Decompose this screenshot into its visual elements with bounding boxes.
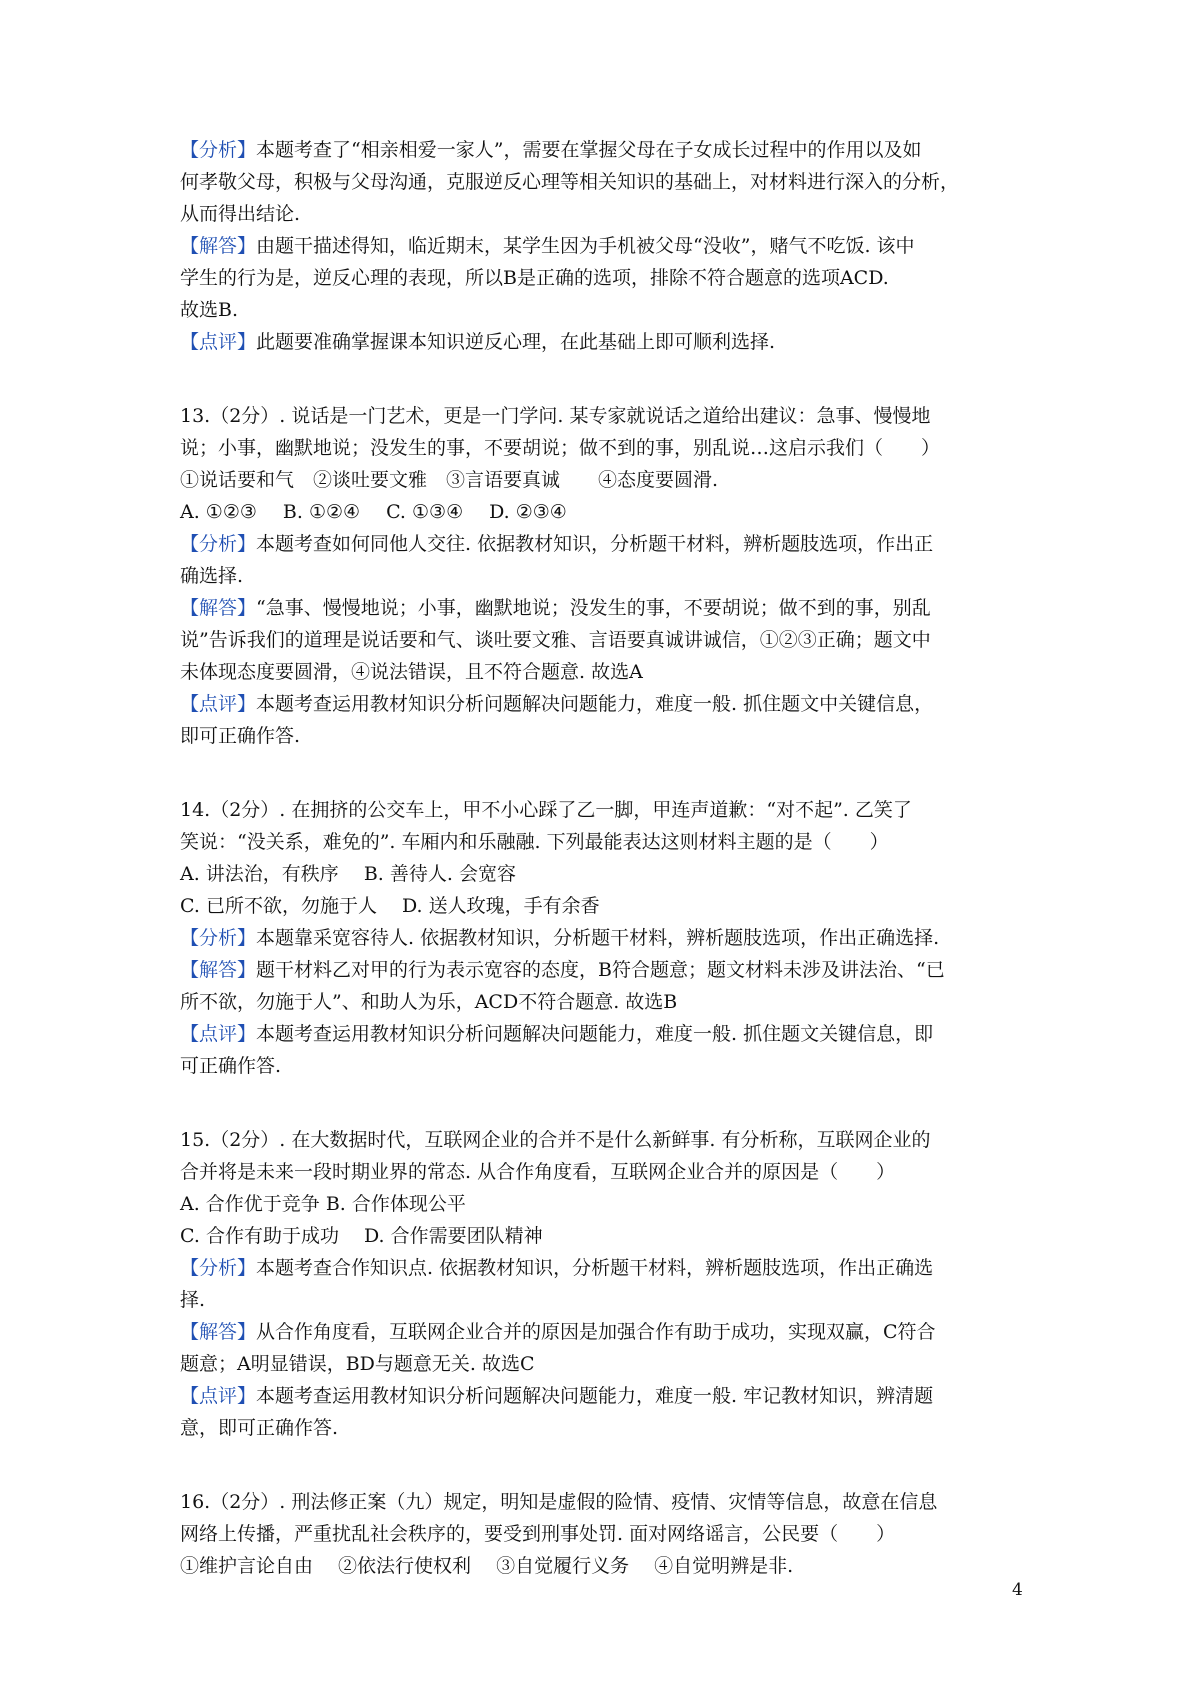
comment-line: 意，即可正确作答. (180, 1417, 339, 1439)
comment-tag: 【点评】 (180, 331, 257, 353)
analysis-line: 择. (180, 1289, 206, 1311)
comment-line: 【点评】本题考查运用教材知识分析问题解决问题能力，难度一般. 牢记教材知识，辨清题 (180, 1385, 934, 1407)
answer-line: 【解答】由题干描述得知，临近期末，某学生因为手机被父母“没收”，赌气不吃饭. 该中 (180, 235, 915, 257)
answer-line: 【解答】题干材料乙对甲的行为表示宽容的态度，B符合题意；题文材料未涉及讲法治、“已 (180, 959, 945, 981)
comment-line: 即可正确作答. (180, 725, 301, 747)
answer-tag: 【解答】 (180, 1321, 257, 1343)
question-13-options (180, 496, 1040, 528)
analysis-tag: 【分析】 (180, 927, 257, 949)
question-16-stem: 16.（2分）. 刑法修正案（九）规定，明知是虚假的险情、疫情、灾情等信息，故意在信息 (180, 1491, 938, 1513)
answer-tag: 【解答】 (180, 959, 257, 981)
comment-line: 【点评】此题要准确掌握课本知识逆反心理，在此基础上即可顺利选择. (180, 331, 776, 353)
question-13-stem: 13.（2分）. 说话是一门艺术，更是一门学问. 某专家就说话之道给出建议：急事、慢慢地 (180, 405, 931, 427)
analysis-line: 【分析】本题考查合作知识点. 依据教材知识，分析题干材料，辨析题肢选项，作出正确选 (180, 1257, 934, 1279)
answer-line: 【解答】从合作角度看，互联网企业合并的原因是加强合作有助于成功，实现双赢，C符合 (180, 1321, 936, 1343)
question-13-stem: 说；小事，幽默地说；没发生的事，不要胡说；做不到的事，别乱说…这启示我们（ ） (180, 437, 941, 459)
question-14-options: A. 讲法治，有秩序 B. 善待人. 会宽容 (180, 863, 516, 885)
analysis-line: 【分析】本题考查了“相亲相爱一家人”，需要在掌握父母在子女成长过程中的作用以及如 (180, 139, 922, 161)
answer-line: 学生的行为是，逆反心理的表现，所以B是正确的选项，排除不符合题意的选项ACD. (180, 267, 889, 289)
question-13-statements: ①说话要和气 ②谈吐要文雅 ③言语要真诚 ④态度要圆滑. (180, 469, 719, 491)
question-15-options: A. 合作优于竞争 B. 合作体现公平 (180, 1193, 466, 1215)
question-15-stem: 合并将是未来一段时期业界的常态. 从合作角度看，互联网企业合并的原因是（ ） (180, 1161, 896, 1183)
question-15-stem: 15.（2分）. 在大数据时代，互联网企业的合并不是什么新鲜事. 有分析称，互联网企业的 (180, 1129, 931, 1151)
answer-line: 故选B. (180, 299, 239, 321)
comment-tag: 【点评】 (180, 693, 257, 715)
analysis-line: 确选择. (180, 565, 244, 587)
answer-tag: 【解答】 (180, 597, 257, 619)
analysis-tag: 【分析】 (180, 139, 257, 161)
option-c: C. ①③④ (386, 501, 464, 523)
comment-tag: 【点评】 (180, 1385, 257, 1407)
comment-line: 【点评】本题考查运用教材知识分析问题解决问题能力，难度一般. 抓住题文中关键信息， (180, 693, 934, 715)
analysis-tag: 【分析】 (180, 533, 257, 555)
analysis-tag: 【分析】 (180, 1257, 257, 1279)
question-16-stem: 网络上传播，严重扰乱社会秩序的，要受到刑事处罚. 面对网络谣言，公民要（ ） (180, 1523, 896, 1545)
question-16-statements: ①维护言论自由 ②依法行使权利 ③自觉履行义务 ④自觉明辨是非. (180, 1555, 794, 1577)
answer-line: 所不欲，勿施于人”、和助人为乐，ACD不符合题意. 故选B (180, 991, 678, 1013)
question-14-stem: 笑说：“没关系，难免的”. 车厢内和乐融融. 下列最能表达这则材料主题的是（ ） (180, 831, 889, 853)
option-a: A. ①②③ (180, 501, 257, 523)
option-d: D. ②③④ (489, 501, 567, 523)
comment-line: 【点评】本题考查运用教材知识分析问题解决问题能力，难度一般. 抓住题文关键信息，即 (180, 1023, 934, 1045)
answer-line: 题意；A明显错误，BD与题意无关. 故选C (180, 1353, 535, 1375)
comment-tag: 【点评】 (180, 1023, 257, 1045)
question-14-options: C. 已所不欲，勿施于人 D. 送人玫瑰，手有余香 (180, 895, 600, 917)
page-number: 4 (1012, 1580, 1023, 1600)
comment-line: 可正确作答. (180, 1055, 282, 1077)
answer-line: 【解答】“急事、慢慢地说；小事，幽默地说；没发生的事，不要胡说；做不到的事，别乱 (180, 597, 931, 619)
option-b: B. ①②④ (282, 501, 361, 523)
analysis-line: 从而得出结论. (180, 203, 301, 225)
answer-line: 说”告诉我们的道理是说话要和气、谈吐要文雅、言语要真诚讲诚信，①②③正确；题文中 (180, 629, 931, 651)
analysis-line: 【分析】本题考查如何同他人交往. 依据教材知识，分析题干材料，辨析题肢选项，作出正 (180, 533, 934, 555)
answer-tag: 【解答】 (180, 235, 257, 257)
question-15-options: C. 合作有助于成功 D. 合作需要团队精神 (180, 1225, 543, 1247)
analysis-line: 【分析】本题靠采宽容待人. 依据教材知识，分析题干材料，辨析题肢选项，作出正确选择. (180, 927, 940, 949)
answer-line: 未体现态度要圆滑，④说法错误，且不符合题意. 故选A (180, 661, 643, 683)
document-page (180, 134, 1040, 1582)
analysis-line: 何孝敬父母，积极与父母沟通，克服逆反心理等相关知识的基础上，对材料进行深入的分析， (180, 171, 960, 193)
question-14-stem: 14.（2分）. 在拥挤的公交车上，甲不小心踩了乙一脚，甲连声道歉：“对不起”. 乙笑了 (180, 799, 912, 821)
